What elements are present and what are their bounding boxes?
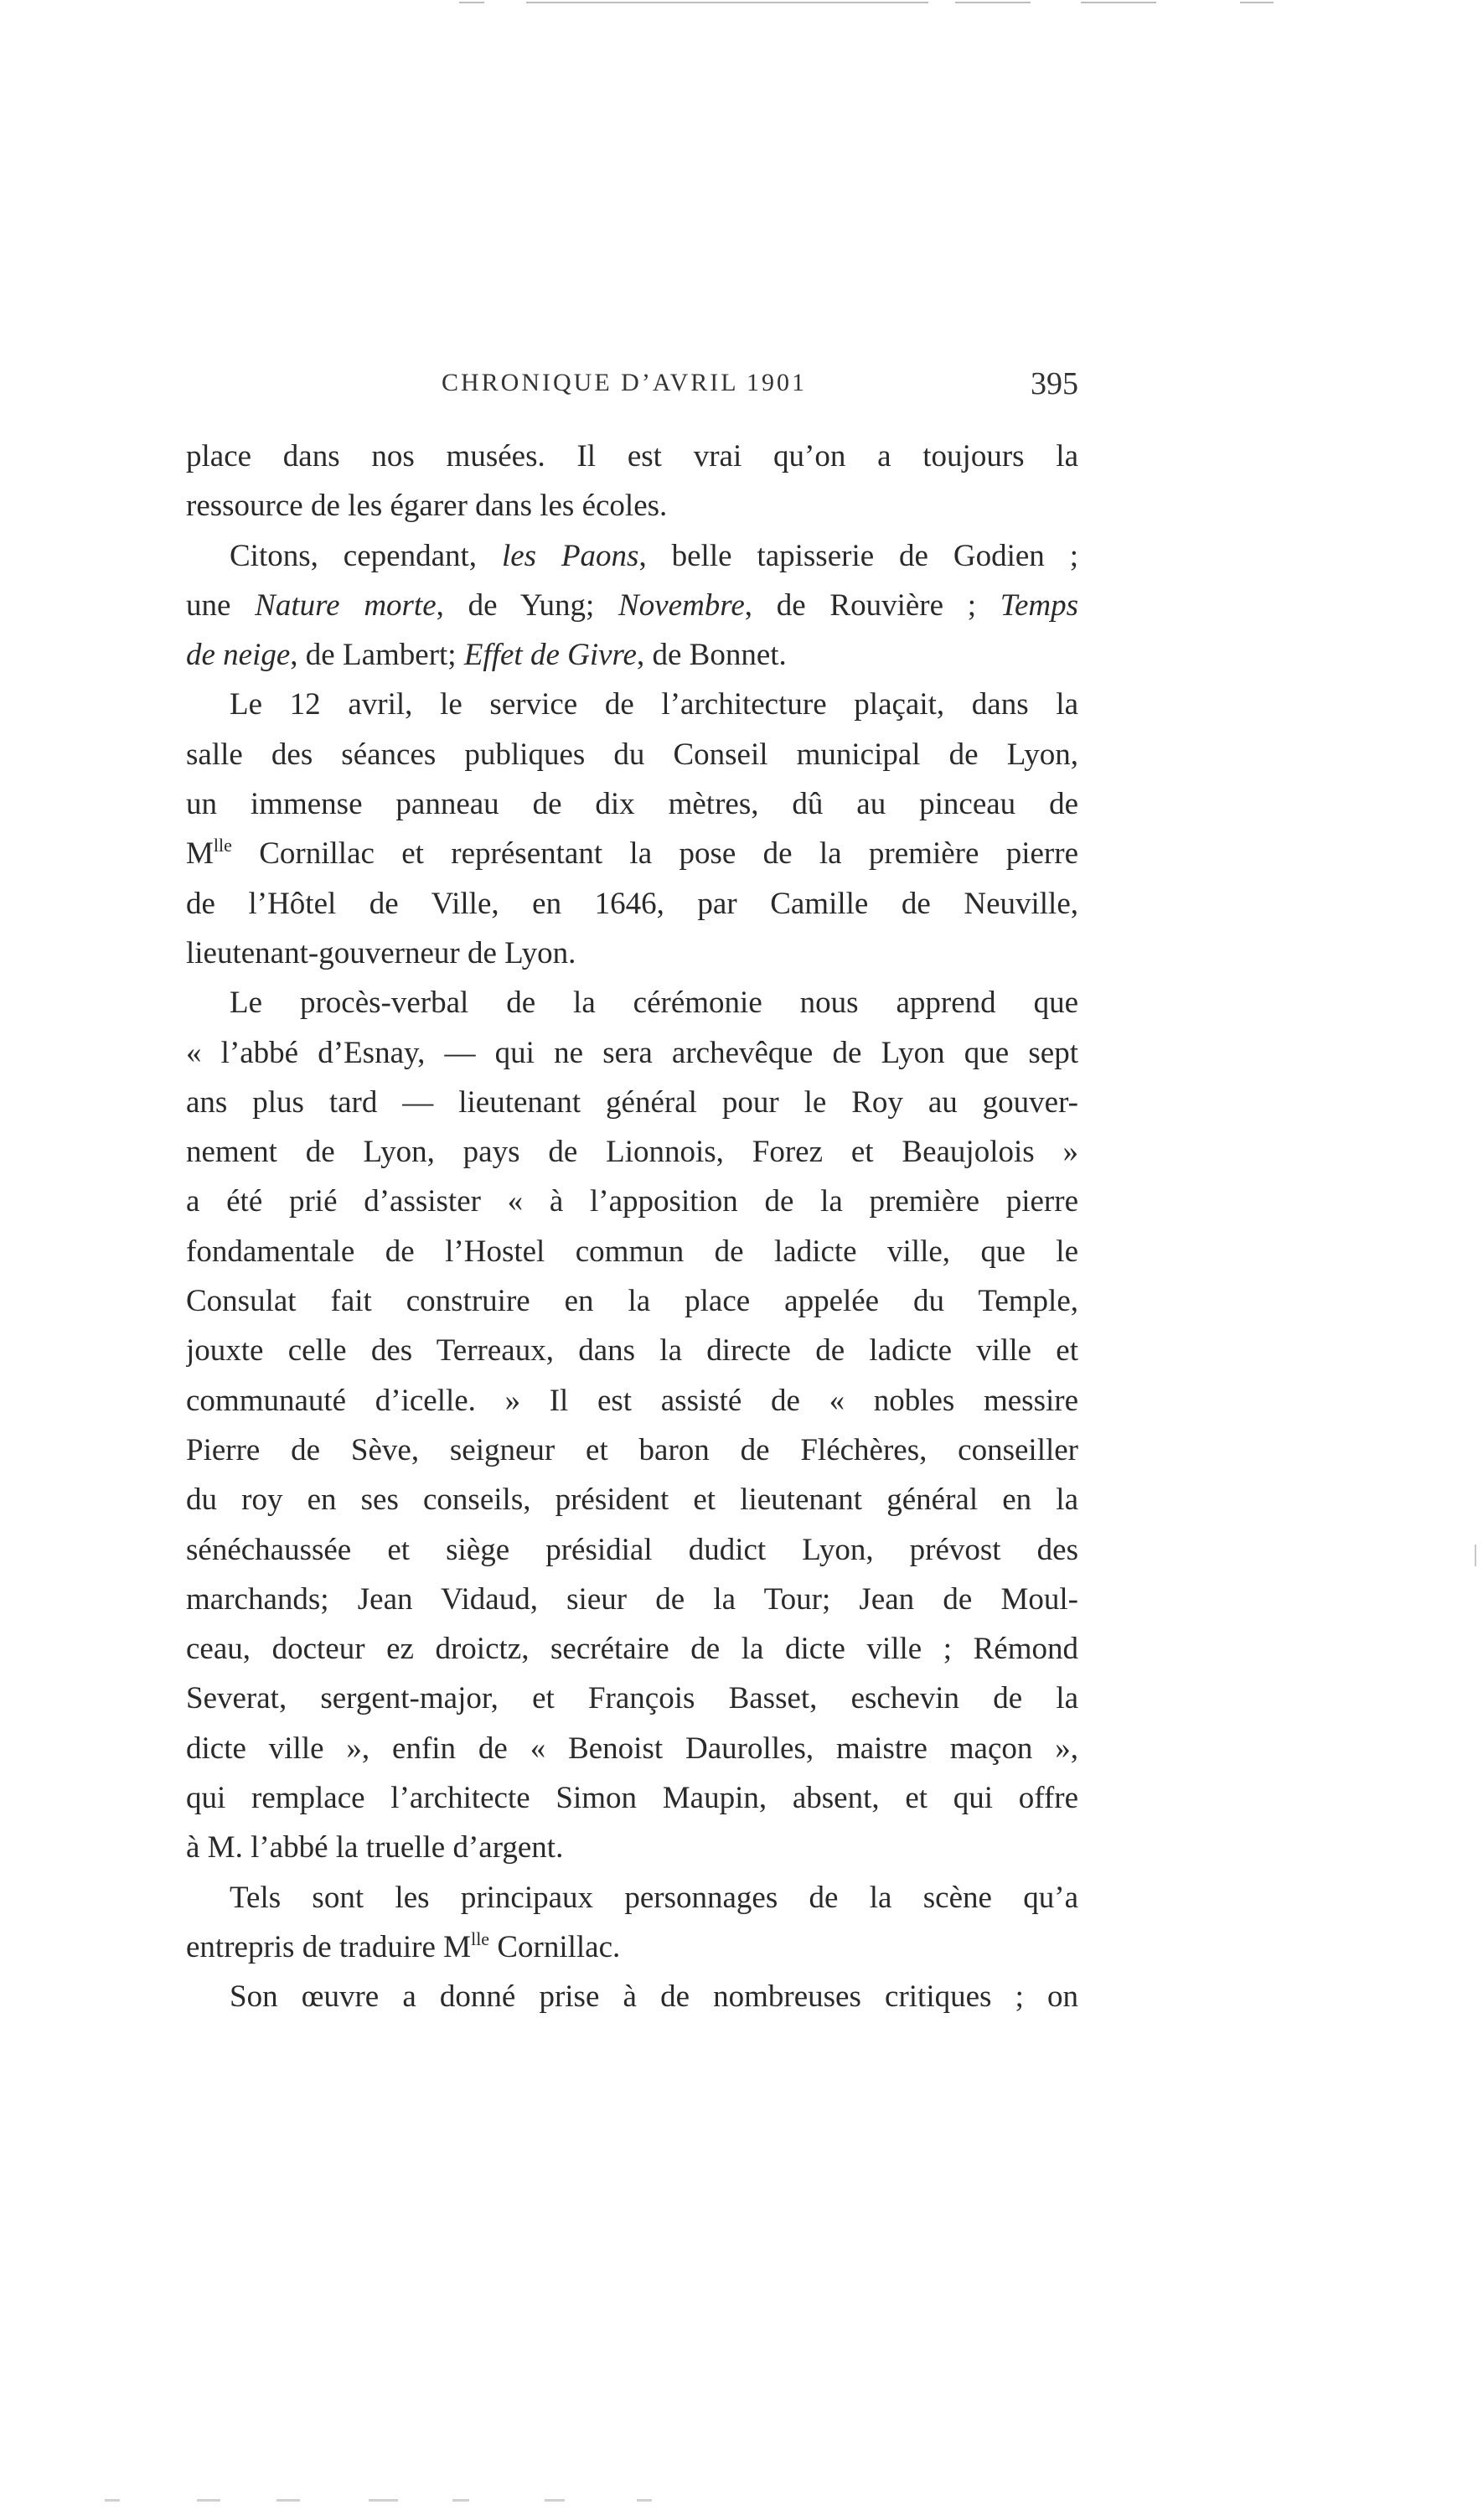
text-line: Le procès-verbal de la cérémonie nous apprend que [230,986,1078,1021]
text-line: ceau, docteur ez droictz, secrétaire de la dicte ville ; Rémond [186,1632,1078,1667]
margin-mark [1475,1545,1476,1566]
bottom-edge-marks [0,2499,1483,2506]
text-line: Citons, cependant, les Paons, belle tapisserie de Godien ; [230,538,1078,573]
text-line: de neige, de Lambert; Effet de Givre, de Bonnet. [186,638,787,673]
text-line: un immense panneau de dix mètres, dû au pinceau de [186,787,1078,822]
text-line: Le 12 avril, le service de l’architecture plaçait, dans la [230,687,1078,722]
text-line: Tels sont les principaux personnages de la scène qu’a [230,1880,1078,1915]
text-line: $M^{lle}$ Cornillac et représentant la pose de la première pierre [186,835,1078,872]
text-line: nement de Lyon, pays de Lionnois, Forez et Beaujolois » [186,1135,1078,1170]
text-line: Son œuvre a donné prise à de nombreuses critiques ; on [230,1979,1078,2015]
text-line: de l’Hôtel de Ville, en 1646, par Camille de Neuville, [186,886,1078,921]
text-line: une Nature morte, de Yung; Novembre, de Rouvière ; Temps [186,587,1078,623]
top-edge-rules [0,0,1483,5]
text-line: ans plus tard — lieutenant général pour le Roy au gouver- [186,1084,1078,1120]
text-line: place dans nos musées. Il est vrai qu’on a toujours la [186,439,1078,473]
running-head [186,366,1078,411]
body-text [186,432,1078,2022]
text-line: dicte ville », enfin de « Benoist Daurolles, maistre maçon », [186,1731,1078,1766]
text-line: lieutenant-gouverneur de Lyon. [186,935,576,970]
text-line: jouxte celle des Terreaux, dans la directe de ladicte ville et [186,1333,1078,1369]
text-line: a été prié d’assister « à l’apposition de la première pierre [186,1184,1078,1219]
text-line: salle des séances publiques du Conseil municipal de Lyon, [186,737,1078,772]
text-line: marchands; Jean Vidaud, sieur de la Tour; Jean de Moul- [186,1581,1078,1617]
text-line: à M. l’abbé la truelle d’argent. [186,1830,564,1865]
text-line: Pierre de Sève, seigneur et baron de Fléchères, conseiller [186,1432,1078,1467]
text-line: Severat, sergent-major, et François Basset, eschevin de la [186,1681,1078,1716]
page-number: 395 [1031,366,1078,401]
text-line: communauté d’icelle. » Il est assisté de « nobles messire [186,1383,1078,1418]
text-line: entrepris de traduire $M^{lle}$ Cornillac. [186,1928,621,1964]
text-line: sénéchaussée et siège présidial dudict Lyon, prévost des [186,1532,1078,1567]
text-line: ressource de les égarer dans les écoles. [186,489,668,524]
text-line: « l’abbé d’Esnay, — qui ne sera archevêque de Lyon que sept [186,1035,1078,1070]
running-title: CHRONIQUE D’AVRIL 1901 [442,369,807,396]
text-line: Consulat fait construire en la place appelée du Temple, [186,1284,1078,1319]
text-line: qui remplace l’architecte Simon Maupin, absent, et qui offre [186,1781,1078,1816]
text-line: du roy en ses conseils, président et lieutenant général en la [186,1483,1078,1518]
text-line: fondamentale de l’Hostel commun de ladicte ville, que le [186,1234,1078,1269]
